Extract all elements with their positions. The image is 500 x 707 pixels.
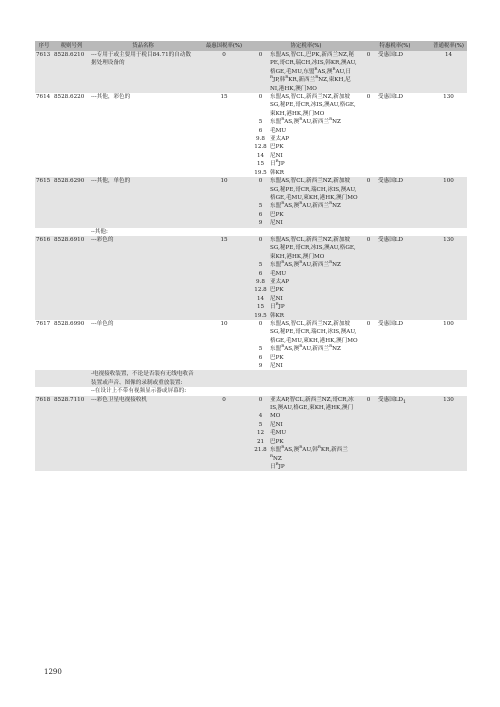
empty-cell: [430, 228, 467, 236]
hs-code: 8528.6220: [54, 94, 85, 101]
agreement-partner-list: 东盟AS,智CL,巴PK,新西兰NZ,秘PE,哥CR,瑞CH,冰IS,韩KR,澳AU,格GE,毛MU,东盟$^R$AS,澳$^R$AU,日$^R$JP,韩$^R$KR,新西兰$^R$NZ,柬KH,尼NI,港HK,澳门MO: [270, 52, 357, 92]
serial-no: 7613: [35, 51, 53, 93]
header-code: 税则号列: [53, 41, 90, 51]
table-row: [35, 236, 467, 320]
table-row: [35, 51, 467, 93]
agreement-rate-value: 5: [258, 346, 263, 353]
general-rate: 100: [430, 177, 467, 227]
empty-cell: [35, 370, 53, 387]
special-rate: 0: [366, 94, 371, 101]
general-rate: 100: [443, 321, 454, 327]
agreement-rate: [252, 396, 269, 472]
agreement-partners: [269, 93, 360, 177]
agreement-rate-value: 6: [258, 127, 263, 134]
agreement-rate-value: 14: [256, 152, 265, 159]
empty-cell: [53, 387, 90, 395]
header-no: 序号: [35, 41, 53, 51]
agreement-partner-list: 毛MU: [270, 270, 287, 277]
agreement-partner-list: 毛MU: [270, 127, 287, 134]
agreement-partner-list: 巴PK: [270, 211, 284, 218]
agreement-rate-value: 0: [258, 178, 263, 185]
mfn-rate: 0: [196, 51, 252, 93]
serial-no: 7617: [36, 321, 51, 327]
table-header: [35, 41, 467, 51]
serial-no: 7615: [35, 177, 53, 227]
agreement-rate-value: 5: [258, 119, 263, 126]
special-partner: 受惠国LD: [377, 177, 430, 227]
agreement-partners: [269, 396, 360, 472]
agreement-partner-list: 尼NI: [270, 152, 283, 159]
agreement-rate: [252, 236, 269, 320]
goods-desc: ---单色的: [91, 321, 114, 327]
agreement-partner-list: 巴PK: [270, 287, 284, 294]
general-rate: 130: [443, 94, 454, 101]
empty-cell: [360, 228, 377, 236]
special-partner: 受惠国LD: [377, 51, 430, 93]
empty-cell: [377, 387, 430, 395]
agreement-rate-value: 15: [256, 304, 265, 311]
agreement-partner-list: 东盟$^R$AS,澳$^R$AU,新西兰$^R$NZ: [270, 343, 341, 353]
agreement-rate-value: 6: [258, 211, 263, 218]
general-rate: 130: [430, 236, 467, 320]
agreement-partner-list: 日$^R$JP: [270, 461, 285, 470]
goods-desc: ---彩色的: [90, 236, 196, 320]
special-partner: 受惠国LD: [378, 94, 403, 101]
serial-no: 7614: [36, 94, 51, 101]
empty-cell: [269, 387, 360, 395]
agreement-rate-value: 9.8: [256, 136, 265, 143]
empty-cell: [252, 387, 269, 395]
mfn-rate: 15: [196, 236, 252, 320]
hs-code: 8528.6990: [54, 321, 85, 327]
agreement-rate-value: 6: [258, 354, 263, 361]
agreement-rate-value: 4: [258, 413, 263, 420]
special-rate: 0: [360, 177, 377, 227]
special-partner: 受惠国LD: [377, 236, 430, 320]
table-row: [35, 396, 467, 472]
agreement-partner-list: 尼NI: [270, 363, 283, 370]
table-body: [35, 51, 467, 471]
agreement-rate-value: 5: [258, 203, 263, 210]
special-rate: 0: [366, 321, 371, 327]
serial-no: 7618: [35, 396, 53, 472]
agreement-partner-list: 巴PK: [270, 144, 284, 151]
agreement-partner-list: 尼NI: [270, 295, 283, 302]
agreement-partner-list: 东盟AS,智CL,新西兰NZ,新加坡SG,秘PE,哥CR,瑞CH,冰IS,澳AU,格GE,毛MU,柬KH,港HK,澳门MO: [270, 178, 358, 201]
agreement-rate-value: 0: [258, 52, 263, 58]
goods-desc: ---彩色卫星电视接收机: [90, 396, 196, 472]
heading-row: [35, 370, 467, 387]
special-partner: 受惠国LD: [378, 321, 403, 327]
general-rate: 14: [430, 51, 467, 93]
agreement-partner-list: 韩KR: [270, 312, 284, 319]
mfn-rate: 0: [196, 396, 252, 472]
agreement-partner-list: 毛MU: [270, 430, 287, 437]
agreement-partners: [269, 51, 360, 93]
agreement-rate-value: 12.8: [254, 287, 267, 294]
empty-cell: [269, 228, 360, 236]
empty-cell: [430, 370, 467, 387]
empty-cell: [196, 228, 252, 236]
table-row: [35, 177, 467, 227]
agreement-rate: [252, 93, 269, 177]
empty-cell: [196, 370, 252, 387]
agreement-rate-value: 12: [256, 430, 265, 437]
header-desc: 货品名称: [90, 41, 196, 51]
empty-cell: [360, 370, 377, 387]
special-rate: 0: [360, 236, 377, 320]
agreement-rate-value: 21: [256, 438, 265, 445]
agreement-rate-value: 15: [256, 161, 265, 168]
heading-text: --其他:: [91, 228, 108, 235]
mfn-rate: 10: [196, 177, 252, 227]
special-partner: 受惠国$LD_1$: [377, 396, 430, 472]
heading-row: [35, 387, 467, 395]
agreement-rate: [252, 51, 269, 93]
empty-cell: [377, 228, 430, 236]
general-rate: 130: [430, 396, 467, 472]
agreement-partner-list: 东盟AS,智CL,新西兰NZ,新加坡SG,秘PE,哥CR,瑞CH,冰IS,澳AU,格GE,毛MU,柬KH,港HK,澳门MO: [270, 321, 358, 344]
agreement-rate-value: 0: [258, 94, 263, 101]
agreement-partner-list: 巴PK: [270, 354, 284, 361]
agreement-rate: [252, 320, 269, 370]
agreement-partner-list: 亚太AP,智CL,新西兰NZ,哥CR,冰IS,澳AU,格GE,柬KH,港HK,澳门MO: [270, 396, 354, 420]
agreement-rate-value: 19.5: [254, 312, 267, 319]
tariff-table: [35, 41, 467, 471]
mfn-rate: 10: [220, 321, 228, 327]
agreement-partner-list: 东盟AS,智CL,新西兰NZ,新加坡SG,秘PE,哥CR,冰IS,澳AU,格GE,柬KH,港HK,澳门MO: [270, 94, 356, 117]
agreement-rate-value: 5: [258, 262, 263, 269]
hs-code: 8528.6290: [53, 177, 90, 227]
goods-desc: ---其他，彩色的: [91, 94, 131, 101]
agreement-partner-list: 巴PK: [270, 438, 284, 445]
agreement-rate-value: 19.5: [254, 169, 267, 176]
agreement-rate-value: 14: [256, 295, 265, 302]
agreement-partners: [269, 320, 360, 370]
agreement-rate-value: 9.8: [256, 278, 265, 285]
agreement-rate-value: 12.8: [254, 144, 267, 151]
agreement-partner-list: 亚太AP: [270, 136, 289, 143]
heading-row: [35, 228, 467, 236]
hs-code: 8528.7110: [53, 396, 90, 472]
goods-desc: ---专用于或主要用于税目84.71的自动数据处理设备的: [90, 51, 196, 93]
agreement-rate-value: 0: [258, 236, 263, 243]
empty-cell: [35, 228, 53, 236]
agreement-partners: [269, 236, 360, 320]
empty-cell: [53, 370, 90, 387]
agreement-rate-value: 6: [258, 270, 263, 277]
agreement-partner-list: 日$^R$JP: [270, 158, 285, 168]
special-rate: 0: [360, 51, 377, 93]
hs-code: 8528.6910: [53, 236, 90, 320]
empty-cell: [196, 387, 252, 395]
agreement-partner-list: 日$^R$JP: [270, 301, 285, 311]
agreement-partner-list: 亚太AP: [270, 278, 289, 285]
agreement-rate-value: 0: [258, 396, 263, 403]
goods-desc: ---其他，单色的: [90, 177, 196, 227]
agreement-rate: [252, 177, 269, 227]
serial-no: 7616: [35, 236, 53, 320]
empty-cell: [430, 387, 467, 395]
empty-cell: [252, 370, 269, 387]
header-general: 普通税率(%): [430, 41, 467, 51]
agreement-partner-list: 东盟$^R$AS,澳$^R$AU,新西兰$^R$NZ: [270, 200, 341, 210]
empty-cell: [35, 387, 53, 395]
agreement-partner-list: 尼NI: [270, 220, 283, 227]
agreement-partner-list: 东盟$^R$AS,澳$^R$AU,新西兰$^R$NZ: [270, 259, 341, 269]
heading-text: -电视接收装置，不论是否装有无线电收音装置或声音、图像的录制或重放装置:: [90, 370, 196, 387]
agreement-rate-value: 21.8: [254, 447, 267, 454]
header-special: 特惠税率(%): [360, 41, 430, 51]
agreement-rate-value: 9: [258, 220, 263, 227]
table-row: [35, 93, 467, 177]
hs-code: 8528.6210: [53, 51, 90, 93]
header-agreement: 协定税率(%): [252, 41, 360, 51]
header-mfn: 最惠国税率(%): [196, 41, 252, 51]
agreement-partner-list: 东盟$^R$AS,澳$^R$AU,新西兰$^R$NZ: [270, 116, 341, 126]
empty-cell: [53, 228, 90, 236]
table-row: [35, 320, 467, 370]
agreement-partners: [269, 177, 360, 227]
empty-cell: [377, 370, 430, 387]
empty-cell: [269, 370, 360, 387]
empty-cell: [360, 387, 377, 395]
agreement-partner-list: 东盟$^R$AS,澳$^R$AU,韩$^R$KR,新西兰$^R$NZ: [270, 444, 348, 462]
special-rate: 0: [360, 396, 377, 472]
agreement-partner-list: 韩KR: [270, 169, 284, 176]
agreement-rate-value: 5: [258, 421, 263, 428]
agreement-partner-list: 东盟AS,智CL,新西兰NZ,新加坡SG,秘PE,哥CR,冰IS,澳AU,格GE,柬KH,港HK,澳门MO: [270, 236, 356, 260]
agreement-rate-value: 0: [258, 321, 263, 327]
heading-text: --在设计上不带有视频显示器或屏幕的:: [91, 388, 187, 395]
empty-cell: [252, 228, 269, 236]
page-number: 1290: [44, 668, 62, 676]
mfn-rate: 15: [220, 94, 228, 101]
agreement-partner-list: 尼NI: [270, 421, 283, 428]
agreement-rate-value: 9: [258, 363, 263, 369]
